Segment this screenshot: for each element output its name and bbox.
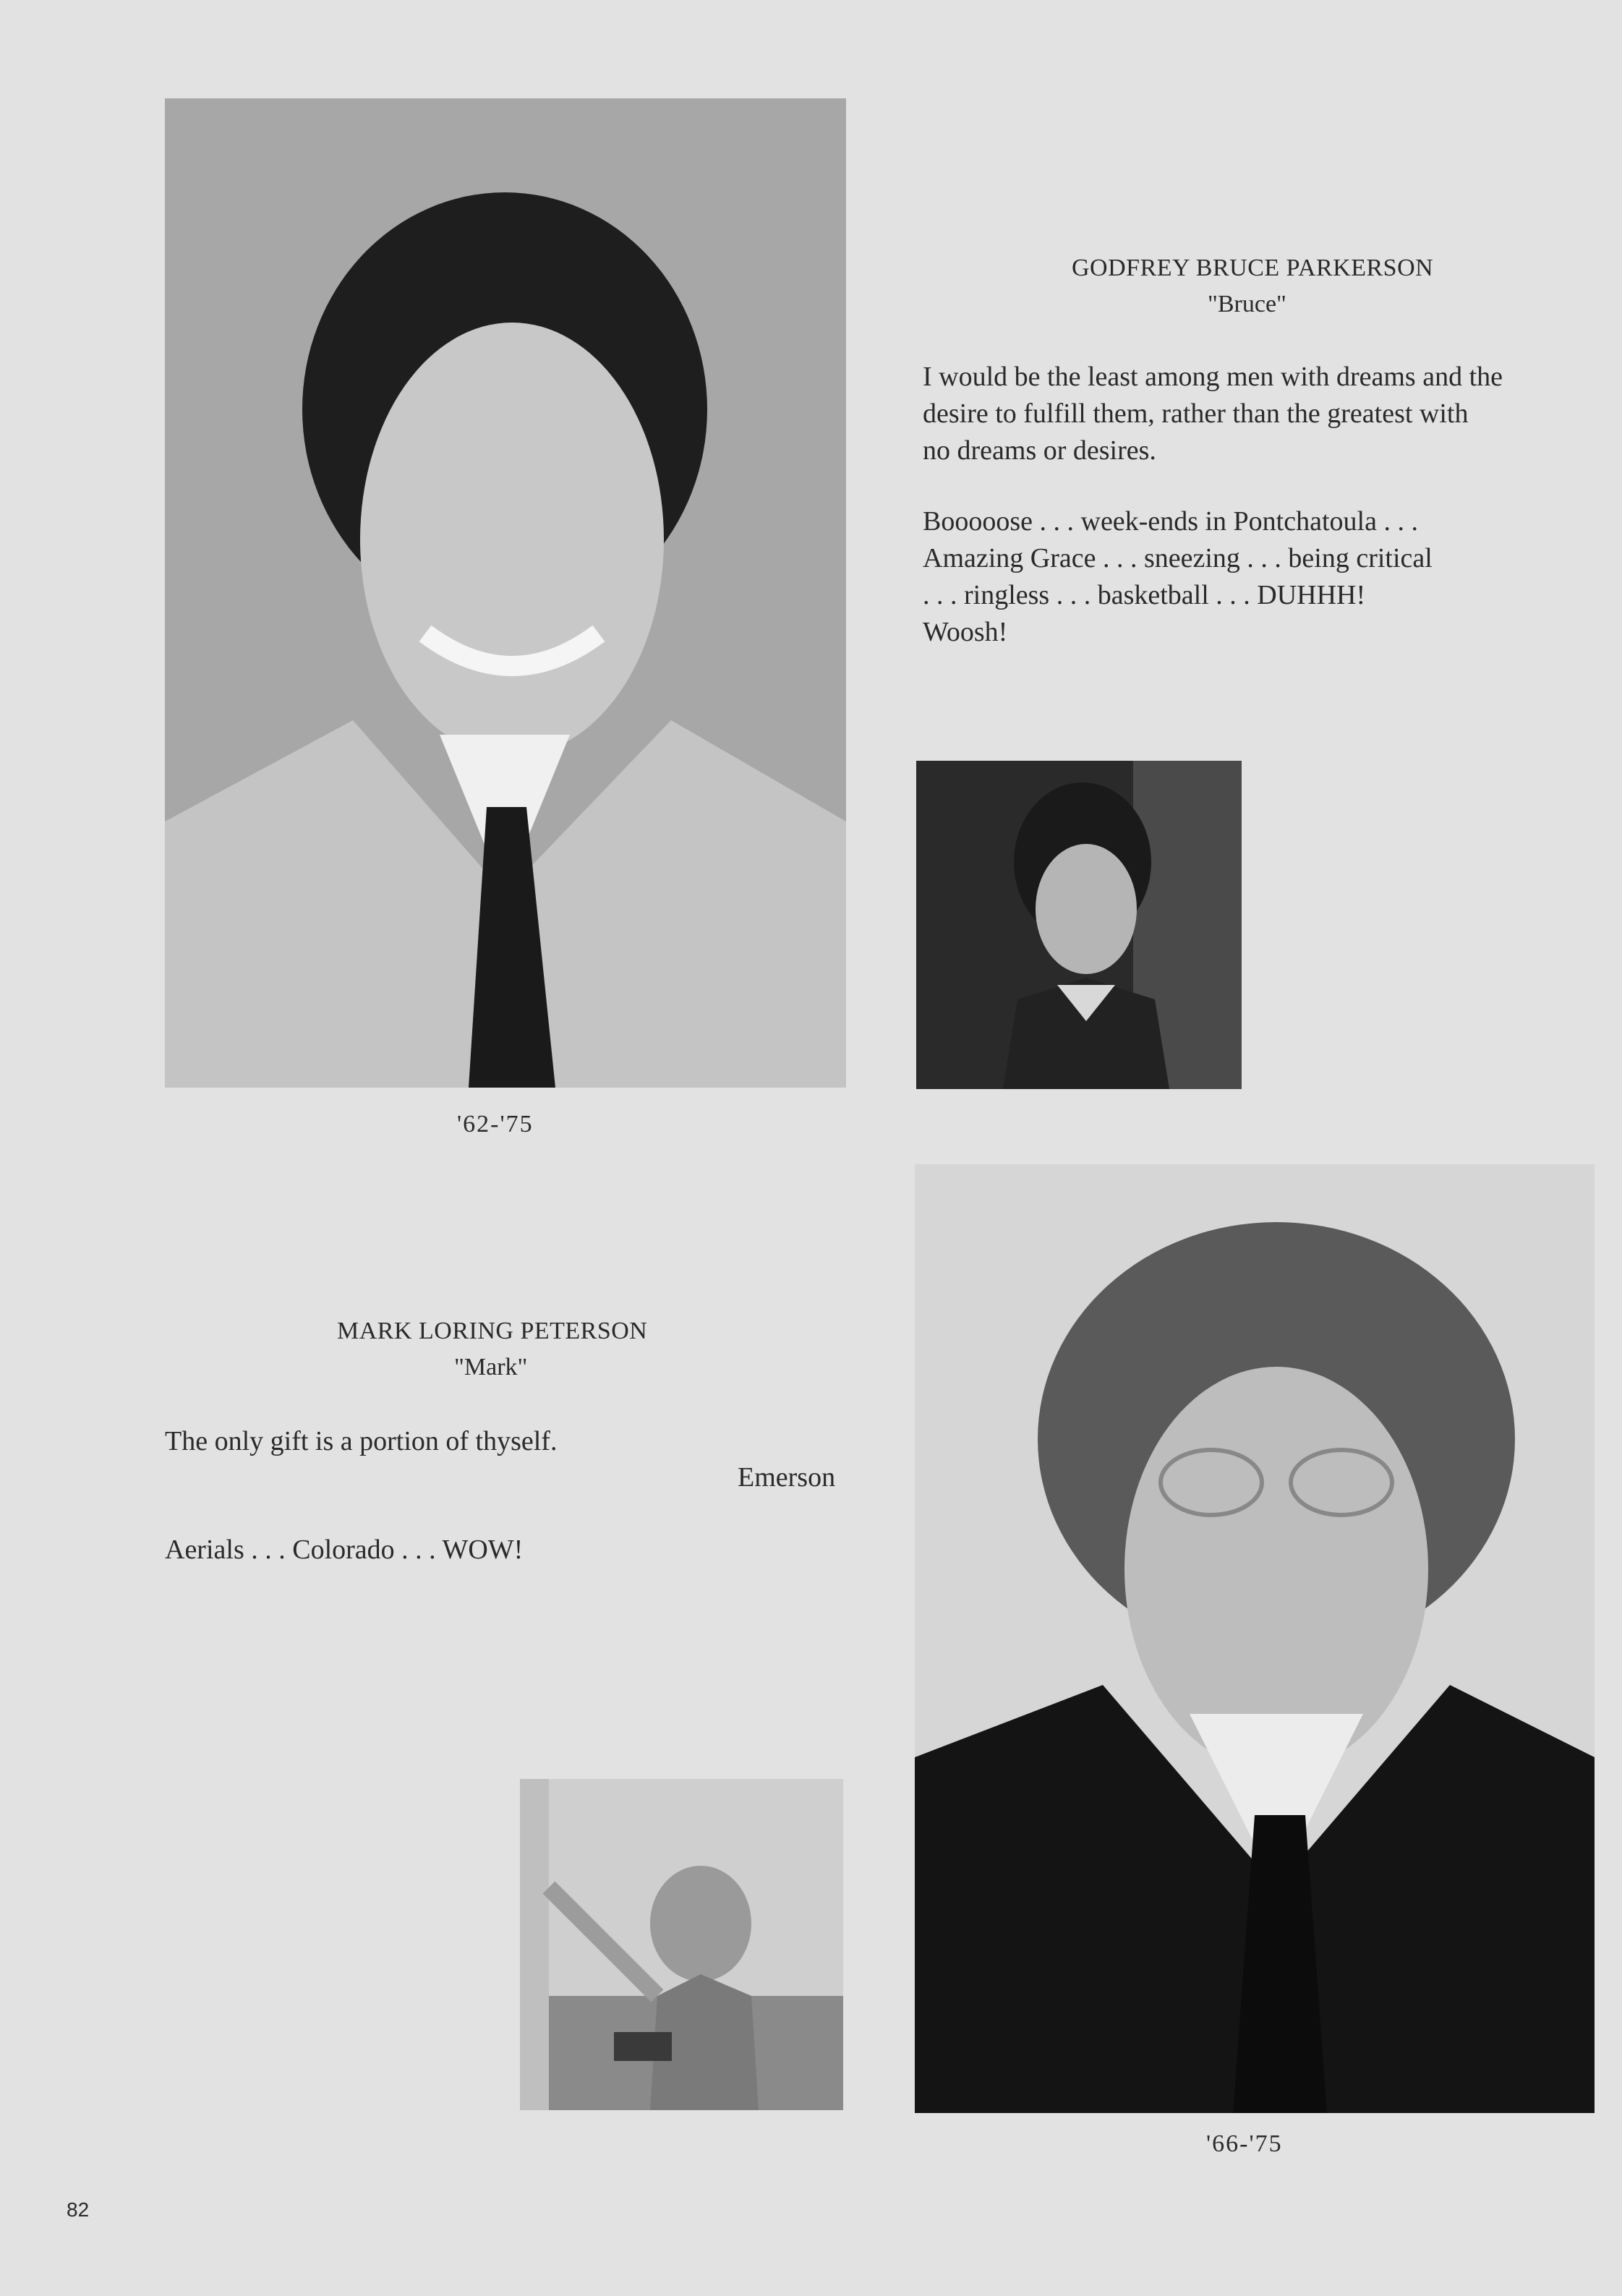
memories-peterson: Aerials . . . Colorado . . . WOW! — [165, 1535, 524, 1565]
candid-photo-parkerson — [916, 761, 1242, 1089]
senior-quote-parkerson — [923, 359, 1602, 469]
student-nickname-peterson: "Mark" — [454, 1354, 528, 1380]
memories-line: Woosh! — [923, 617, 1008, 647]
page-number: 82 — [67, 2198, 90, 2221]
memories-line: . . . ringless . . . basketball . . . DUHHH! — [923, 580, 1366, 610]
quote-line: desire to fulfill them, rather than the greatest with — [923, 398, 1469, 429]
quote-line: I would be the least among men with dreams and the — [923, 362, 1503, 392]
student-nickname-parkerson: "Bruce" — [1208, 291, 1286, 317]
portrait-photo-parkerson — [165, 98, 846, 1088]
senior-quote-peterson: The only gift is a portion of thyself. — [165, 1426, 558, 1456]
memories-parkerson — [923, 503, 1602, 651]
years-peterson: '66-'75 — [1206, 2130, 1283, 2157]
student-name-peterson: MARK LORING PETERSON — [337, 1318, 648, 1344]
years-parkerson: '62-'75 — [457, 1111, 534, 1138]
quote-line: no dreams or desires. — [923, 435, 1156, 466]
portrait-photo-peterson — [915, 1164, 1595, 2113]
candid-photo-peterson — [520, 1779, 843, 2110]
memories-line: Amazing Grace . . . sneezing . . . being critical — [923, 543, 1433, 573]
memories-line: Booooose . . . week-ends in Pontchatoula . . . — [923, 506, 1418, 537]
quote-author-peterson: Emerson — [738, 1462, 836, 1493]
student-name-parkerson: GODFREY BRUCE PARKERSON — [1072, 255, 1434, 281]
